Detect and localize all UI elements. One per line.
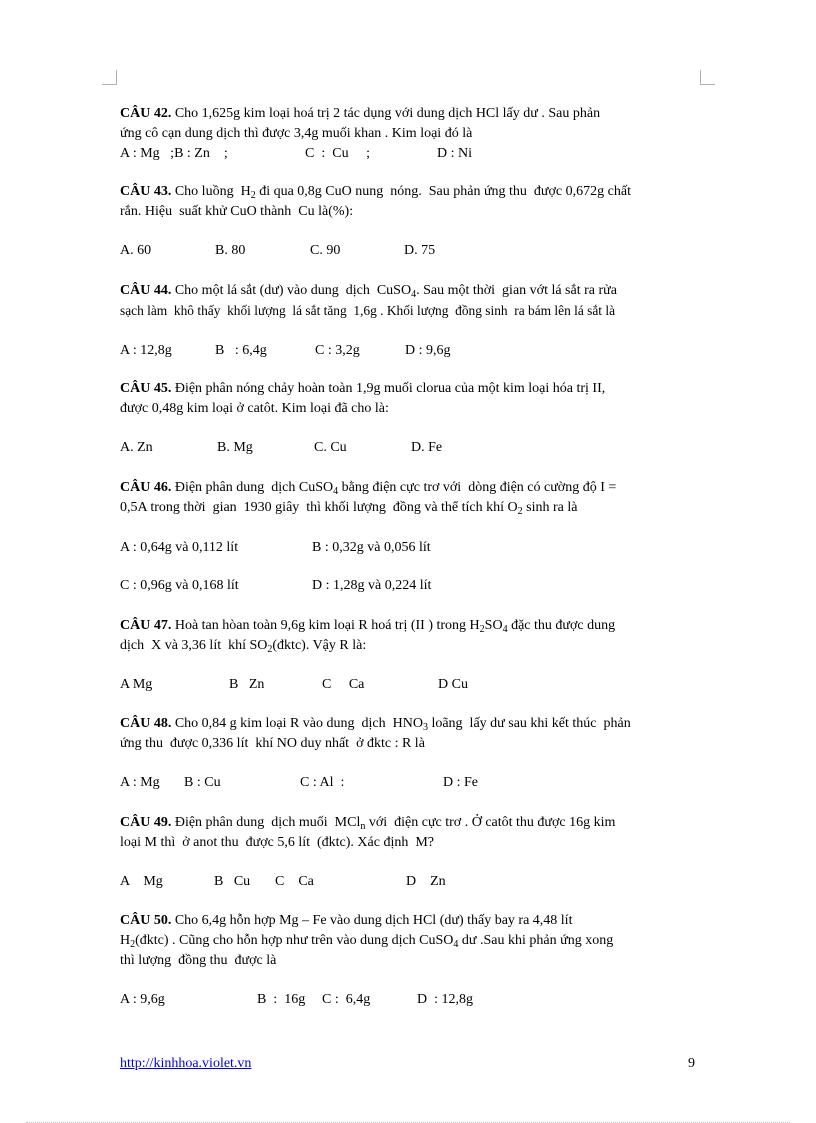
question-label: CÂU 43. — [120, 184, 172, 199]
question-text: rắn. Hiệu suất khử CuO thành Cu là(%): — [120, 204, 354, 219]
question-label: CÂU 46. — [120, 480, 172, 495]
answer-option: D. Fe — [411, 440, 443, 455]
question-text: thì lượng đồng thu được là — [120, 953, 277, 968]
answer-option: C : 3,2g — [315, 343, 360, 358]
answer-option: D : Ni — [437, 146, 472, 161]
question-text: sạch làm khô thấy khối lượng lá sắt tăng 1,6g . Khối lượng đồng sinh ra bám lên lá sắt là — [120, 303, 616, 318]
answer-option: D. 75 — [404, 243, 436, 258]
answer-option: A : 12,8g — [120, 343, 172, 358]
answer-option: C : Cu ; — [305, 146, 370, 161]
footer-link[interactable]: http://kinhhoa.violet.vn — [120, 1056, 252, 1071]
answer-option: A. Zn — [120, 440, 153, 455]
question-label: CÂU 45. — [120, 381, 172, 396]
question-label: CÂU 48. — [120, 716, 172, 731]
answer-option: C. Cu — [314, 440, 347, 455]
document-page: CÂU 42. Cho 1,625g kim loại hoá trị 2 tác dụng với dung dịch HCl lấy dư . Sau phản ứng cô cạn dung dịch thì được 3,4g muối khan . Kim loại đó là A : Mg ;B : Zn ; C : Cu ; D : Ni CÂU 43. Cho luồng $H_2$ đi qua 0,8g CuO nung nóng. Sau phản ứng thu được 0,672g chất rắn. Hiệu suất khử CuO thành Cu là(%): A. 60 B. 80 C. 90 D. 75 CÂU 44. Cho một lá sắt (dư) vào dung dịch CuSO$_4$. Sau một thời gian vớt lá sắt ra rửa sạch làm khô thấy khối lượng lá sắt tăng 1,6g . Khối lượng đồng sinh ra bám lên lá sắt là A : 12,8g B : 6,4g C : 3,2g D : 9,6g CÂU 45. Điện phân nóng chảy hoàn toàn 1,9g muối clorua của một kim loại hóa trị II, được 0,48g kim loại ở catôt. Kim loại đã cho là: A. Zn B. Mg C. Cu D. Fe CÂU 46. Điện phân dung dịch CuSO$_4$ bằng điện cực trơ với dòng điện có cường độ I = 0,5A trong thời gian 1930 giây thì khối lượng đồng và thể tích khí $O_2$ sinh ra là A : 0,64g và 0,112 lít B : 0,32g và 0,056 lít C : 0,96g và 0,168 lít D : 1,28g và 0,224 lít CÂU 47. Hoà tan hòan toàn 9,6g kim loại R hoá trị (II ) trong $H_2SO_4$ đặc thu được dung dịch X và 3,36 lít khí $SO_2(đktc)$. Vậy R là: A Mg B Zn C Ca D Cu CÂU 48. Cho 0,84 g kim loại R vào dung dịch $HNO_3$ loãng lấy dư sau khi kết thúc phản ứng thu được 0,336 lít khí NO duy nhất ở đktc : R là A : Mg B : Cu C : Al : D : Fe CÂU 49. Điện phân dung dịch muối MCl$_n$ với điện cực trơ . Ở catôt thu được 16g kim loại M thì ở anot thu được 5,6 lít (đktc). Xác định M? A Mg B Cu C Ca D Zn CÂU 50. Cho 6,4g hỗn hợp Mg – Fe vào dung dịch HCl (dư) thấy bay ra 4,48 lít $H_2(đktc)$ . Cũng cho hỗn hợp như trên vào dung dịch CuSO$_4$ dư .Sau khi phản ứng xong thì lượng đồng thu được là A : 9,6g B : 16g C : 6,4g D : 12,8g http://kinhhoa.violet.vn 9 — [0, 0, 816, 1123]
answer-option: A : 9,6g — [120, 992, 165, 1007]
page-number: 9 — [688, 1056, 695, 1071]
answer-option: A : Mg — [120, 775, 160, 790]
question-label: CÂU 47. — [120, 618, 172, 633]
page-corner-mark — [102, 70, 117, 85]
answer-option: B : Cu — [184, 775, 221, 790]
question-text: ứng thu được 0,336 lít khí NO duy nhất ở đktc : R là — [120, 736, 425, 751]
answer-option: A. 60 — [120, 243, 152, 258]
answer-option: D : 1,28g và 0,224 lít — [312, 578, 432, 593]
question-text: ứng cô cạn dung dịch thì được 3,4g muối khan . Kim loại đó là — [120, 126, 473, 141]
answer-option: C Ca — [322, 677, 365, 692]
answer-option: B Cu — [214, 874, 251, 889]
question-text: Cho 1,625g kim loại hoá trị 2 tác dụng với dung dịch HCl lấy dư . Sau phản — [174, 106, 601, 121]
answer-option: B : 0,32g và 0,056 lít — [312, 540, 431, 555]
question-label: CÂU 42. — [120, 106, 172, 121]
answer-option: C. 90 — [310, 243, 341, 258]
question-text: được 0,48g kim loại ở catôt. Kim loại đã cho là: — [120, 401, 389, 416]
answer-option: B. 80 — [215, 243, 246, 258]
answer-option: C : 6,4g — [322, 992, 371, 1007]
question-text: Cho 6,4g hỗn hợp Mg – Fe vào dung dịch HCl (dư) thấy bay ra 4,48 lít — [174, 913, 573, 928]
answer-option: A Mg — [120, 677, 153, 692]
answer-option: B : 16g — [257, 992, 306, 1007]
answer-option: C Ca — [275, 874, 314, 889]
answer-option: A : 0,64g và 0,112 lít — [120, 540, 239, 555]
question-label: CÂU 44. — [120, 283, 172, 298]
answer-option: C : Al : — [300, 775, 345, 790]
answer-option: A Mg — [120, 874, 163, 889]
answer-option: D : 9,6g — [405, 343, 451, 358]
question-label: CÂU 49. — [120, 815, 172, 830]
page-corner-mark — [700, 70, 715, 85]
answer-option: D Cu — [438, 677, 468, 692]
question-label: CÂU 50. — [120, 913, 172, 928]
answer-option: C : 0,96g và 0,168 lít — [120, 578, 239, 593]
answer-option: D : Fe — [443, 775, 478, 790]
answer-option: B. Mg — [217, 440, 253, 455]
answer-option: A : Mg ;B : Zn ; — [120, 146, 228, 161]
question-text: Điện phân nóng chảy hoàn toàn 1,9g muối clorua của một kim loại hóa trị II, — [174, 381, 606, 396]
answer-option: B : 6,4g — [215, 343, 267, 358]
answer-option: D Zn — [406, 874, 446, 889]
answer-option: B Zn — [229, 677, 265, 692]
answer-option: D : 12,8g — [417, 992, 473, 1007]
question-text: loại M thì ở anot thu được 5,6 lít (đktc). Xác định M? — [120, 835, 435, 850]
